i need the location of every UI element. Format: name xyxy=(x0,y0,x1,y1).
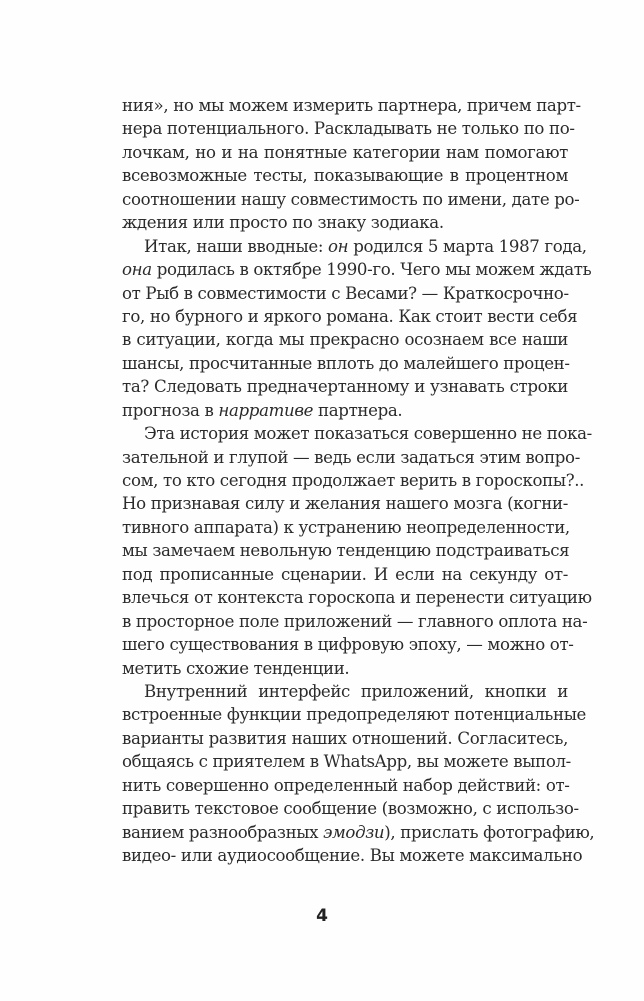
text-run: всевозможные тесты, показывающие в процентном xyxy=(122,166,568,186)
text-line xyxy=(122,633,574,656)
text-line xyxy=(122,727,568,750)
text-line xyxy=(122,211,568,234)
text-run: метить схожие тенденции. xyxy=(122,658,350,678)
text-run: Эта история может показаться совершенно не пока- xyxy=(144,424,592,444)
text-run: Итак, наши вводные: xyxy=(144,236,329,256)
text-run: Внутренний интерфейс приложений, кнопки и xyxy=(144,681,568,701)
text-line xyxy=(122,141,568,164)
text-line xyxy=(122,352,568,375)
text-line xyxy=(122,469,585,492)
text-line xyxy=(122,328,568,351)
text-line xyxy=(122,750,571,773)
text-line xyxy=(122,774,568,797)
text-run: варианты развития наших отношений. Согласитесь, xyxy=(122,728,568,748)
text-run: мы замечаем невольную тенденцию подстраиваться xyxy=(122,541,570,561)
text-line xyxy=(122,821,595,844)
text-run: родилась в октябре 1990-го. Чего мы можем ждать xyxy=(151,260,592,280)
text-run: сом, то кто сегодня продолжает верить в гороскопы?.. xyxy=(122,471,585,490)
text-line xyxy=(122,235,587,258)
text-run: зательной и глупой — ведь если задаться этим вопро- xyxy=(122,447,580,467)
text-line xyxy=(122,680,568,703)
text-run: прогноза в xyxy=(122,400,219,420)
text-line xyxy=(122,563,568,586)
text-line xyxy=(122,586,592,609)
text-run: го, но бурного и яркого романа. Как стоит вести себя xyxy=(122,306,578,326)
italic-term: нарративе xyxy=(218,400,314,420)
page-number: 4 xyxy=(316,906,328,926)
text-run: шансы, просчитанные вплоть до малейшего процен- xyxy=(122,353,570,373)
text-run: влечься от контекста гороскопа и перенести ситуацию xyxy=(122,588,592,608)
text-run: та? Следовать предначертанному и узнавать строки xyxy=(122,377,568,397)
text-line xyxy=(122,657,568,680)
text-line xyxy=(122,305,578,328)
text-line xyxy=(122,399,568,422)
text-line xyxy=(122,117,575,140)
text-run: лочкам, но и на понятные категории нам помогают xyxy=(122,142,568,162)
paragraph xyxy=(122,422,592,680)
text-run: встроенные функции предопределяют потенциальные xyxy=(122,705,587,725)
italic-term: она xyxy=(122,260,152,280)
text-run: в просторное поле приложений — главного оплота на- xyxy=(122,611,588,631)
paragraph xyxy=(122,680,595,868)
text-run: тивного аппарата) к устранению неопределенности, xyxy=(122,517,570,537)
text-line xyxy=(122,844,583,867)
text-run: партнера. xyxy=(313,400,403,420)
text-run: ждения или просто по знаку зодиака. xyxy=(122,213,444,233)
text-run: под прописанные сценарии. И если на секунду от- xyxy=(122,564,568,584)
text-run: соотношении нашу совместимость по имени, дате ро- xyxy=(122,189,580,209)
text-run: общаясь с приятелем в WhatsApp, вы можете выпол- xyxy=(122,752,571,772)
text-line xyxy=(122,164,568,187)
text-line xyxy=(122,516,568,539)
text-line xyxy=(122,282,568,305)
text-run: шего существования в цифровую эпоху, — можно от- xyxy=(122,635,574,655)
italic-term: эмодзи xyxy=(323,822,385,842)
text-line xyxy=(122,375,568,398)
paragraph xyxy=(122,94,581,235)
body-text xyxy=(122,94,595,867)
text-run: от Рыб в совместимости с Весами? — Краткосрочно- xyxy=(122,283,569,303)
text-run: родился 5 марта 1987 года, xyxy=(348,236,587,256)
text-run: нить совершенно определенный набор действий: от- xyxy=(122,775,570,795)
text-line xyxy=(122,188,580,211)
text-line xyxy=(122,492,568,515)
text-run: нера потенциального. Раскладывать не только по по- xyxy=(122,119,575,139)
text-run: видео- или аудиосообщение. Вы можете максимально xyxy=(122,846,583,865)
text-line xyxy=(122,258,592,281)
text-line xyxy=(122,446,580,469)
text-run: ), прислать фотографию, xyxy=(384,822,595,842)
text-line xyxy=(122,539,568,562)
paragraph xyxy=(122,235,592,423)
text-line xyxy=(122,610,588,633)
text-line xyxy=(122,422,592,445)
text-line xyxy=(122,703,587,726)
text-run: в ситуации, когда мы прекрасно осознаем все наши xyxy=(122,330,568,350)
text-run: Но признавая силу и желания нашего мозга (когни- xyxy=(122,494,568,514)
italic-term: он xyxy=(328,236,349,256)
text-line xyxy=(122,797,579,820)
text-run: ния», но мы можем измерить партнера, причем парт- xyxy=(122,96,581,115)
text-run: ванием разнообразных xyxy=(122,822,324,842)
text-run: править текстовое сообщение (возможно, с использо- xyxy=(122,799,579,819)
text-line xyxy=(122,94,581,117)
